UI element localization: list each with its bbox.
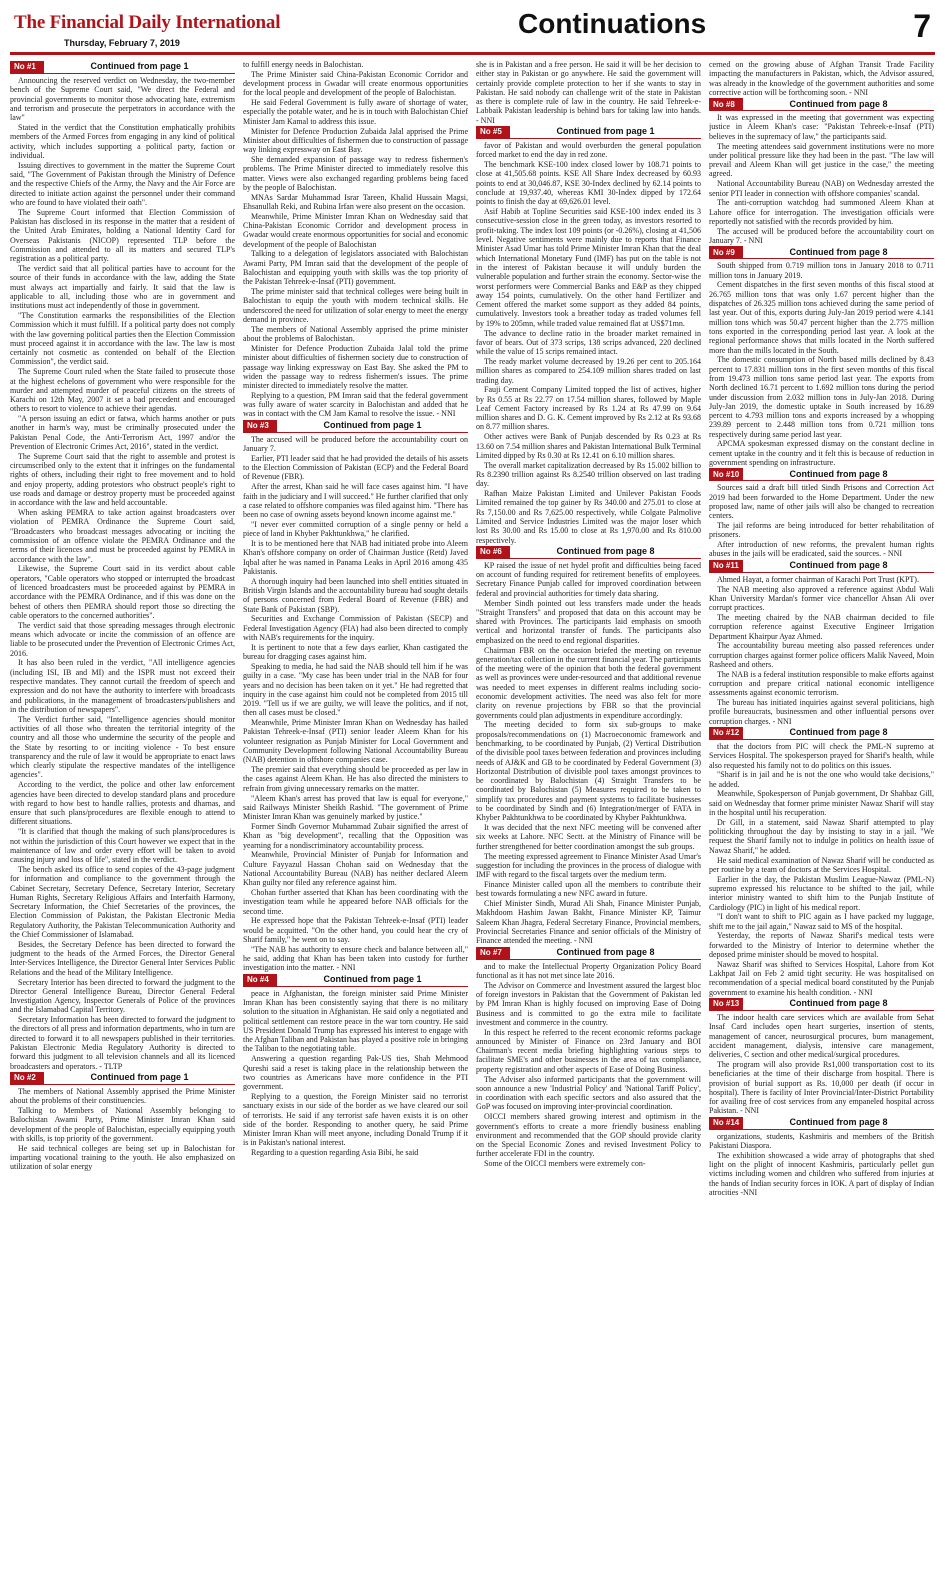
column-2 (243, 60, 468, 1570)
story-header (709, 468, 934, 481)
story-paragraph: The meeting expressed agreement to Finance Minister Asad Umar's suggestion for including the provinces in the process of dialogue with IMF with regard to the fiscal targets over the medium term. (476, 851, 701, 880)
story-paragraph: Ahmed Hayat, a former chairman of Karachi Port Trust (KPT). (717, 574, 919, 584)
story-paragraph: The overall market capitalization decreased by Rs 15.002 billion to Rs 8.2390 trillion against Rs 8.2540 trillion observed on last trading day. (476, 460, 701, 489)
story-header (709, 998, 934, 1011)
story-paragraph: favor of Pakistan and would overburden the general population forced market to end the day in red zone. (476, 141, 701, 160)
story-paragraph: Fauji Cement Company Limited topped the list of actives, higher by Rs 0.55 at Rs 22.77 on 17.54 million shares, followed by Maple Leaf Cement Factory increased by Rs 1.24 at Rs 47.99 on 9.64 million shares and D. G. K. Cement improved by Rs 2.12 at Rs 93.68 on 8.77 million shares. (476, 385, 701, 432)
column-3 (476, 60, 701, 1570)
header-rule (10, 52, 935, 55)
story (243, 60, 468, 419)
story-paragraph: The NAB meeting also approved a reference against Abdul Wali Khan University Mardan's former vice chancellor Ahsan Ali over corrupt practices. (709, 584, 934, 613)
story-paragraph: Talking to Members of National Assembly belonging to Balochistan Awami Party, Prime Minister Imran Khan said development of the people of Balochistan, especially equipping youth with skills, is top priority of the government. (10, 1106, 235, 1143)
story-paragraph: Meanwhile, Prime Minister Imran Khan on Wednesday said that China-Pakistan Economic Corridor and development process in Gwadar would create enormous opportunities for social and economic development of the people of Balochistan (243, 211, 468, 249)
story-paragraph: The indoor health care services which are available from Sehat Insaf Card includes open heart surgeries, insertion of stents, management of cancer, neurosurgical procures, burn management, accident management, dialysis, intensive care management, deliveries, C section and other medical/surgical procedures. (709, 1013, 934, 1060)
continued-from-label: Continued from page 1 (90, 61, 189, 72)
continued-from-label: Continued from page 1 (556, 126, 655, 137)
story-header (709, 246, 934, 259)
story-paragraph: Meanwhile, Spokesperson of Punjab government, Dr Shahbaz Gill, said on Wednesday that former prime minister Nawaz Sharif will stay in the hospital until his recuperation. (709, 789, 934, 818)
story-paragraph: The domestic consumption of North based mills declined by 8.43 percent to 17.831 million tons in the first seven months of this fiscal from 19.473 million tons same period last year. The exports from North declined 16.71 percent to 1.692 million tons during the period under discussion from 2.032 million tons in July-Jan 2018. During July-Jan 2019, the domestic uptake in South increased by 16.89 percent to 4.793 million tons and exports increased by a whopping 239.89 percent to 2.448 million tons from 0.721 million tons respectively during same period last year. (709, 355, 934, 439)
story-paragraph: It has also been ruled in the verdict, "All intelligence agencies (including ISI, IB and MI) and the ISPR must not exceed their respective mandates. They cannot curtail the freedom of speech and expression and do not have the authority to interfere with broadcasts and publications, in the management of broadcasters/publishers and in the distribution of newspapers". (10, 658, 235, 714)
continued-from-label: Continued from page 8 (789, 560, 888, 571)
story-paragraph: The bench asked its office to send copies of the 43-page judgment for information and compliance to the government through the Cabinet Secretary, Secretary Defence, Secretary Interior, Secretary Human Rights, Secretary Religious Affairs and Interfaith Harmony, Secretary Information, the Chief Secretaries of the provinces, the Election Commission of Pakistan, the Pakistan Electronic Media Regulatory Authority, the Pakistan Telecommunication Authority and the Chief Commissioner of Islamabad. (10, 864, 235, 940)
story (476, 546, 701, 946)
story (243, 974, 468, 1158)
page-number: 7 (913, 8, 931, 44)
story (476, 60, 701, 125)
story-paragraph: Replying to a question, the Foreign Minister said no terrorist sanctuary exists in our side of the border as we have cleared our soil of terrorists. He said if any terrorist safe haven exists it is on other side of the border. Responding to another query, he said Prime Minister Imran Khan will meet anyone, including Donald Trump if it is in Pakistan's national interest. (243, 1091, 468, 1148)
story-paragraph: The benchmark KSE-100 index closed lower by 108.71 points to close at 41,505.68 points. KSE All Share Index decreased by 60.93 points to end at 30,046.87, KSE 30-Index declined by 62.14 points to conclude at 19,937.40, whereas KMI 30-Index dipped by 172.64 points to finish the day at 69,626.01 level. (476, 160, 701, 207)
story-paragraph: Member Sindh pointed out less transfers made under the heads "Straight Transfers" and proposed that data on this account may be shared with Provinces. The participants laid emphasis on smooth vertical and horizontal transfer of funds. The participants also emphasized on the need to end regional disparities. (476, 598, 701, 645)
story-paragraph: The ready market volume decreased by 19.26 per cent to 205.164 million shares as compared to 254.109 million shares traded on last trading day. (476, 356, 701, 385)
story-paragraph: "A person issuing an edict or fatwa, which harms another or puts another in harm's way, must be criminally prosecuted under the Pakistan Penal Code, the Anti-Terrorism Act, 1997 and/or the Prevention of Electronic Crimes Act, 2016", stated in the verdict. (10, 414, 235, 452)
story-paragraph: He said Federal Government is fully aware of shortage of water, especially the potable water, and he is in touch with Balochistan Chief Minister Jam Kamal to address this issue. (243, 98, 468, 126)
story-paragraph: peace in Afghanistan, the foreign minister said Prime Minister Imran Khan has been consistently saying that there is no military solution to the situation in Afghanistan. He said only a negotiated and political settlement can restore peace in the war torn country. He said US President Donald Trump has expressed his interest to engage with the Afghan Taliban and Pakistan has played a positive role in bringing the Taliban to the negotiating table. (243, 988, 468, 1054)
story-paragraph: National Accountability Bureau (NAB) on Wednesday arrested the senior PTI leader in connection with offshore companies' scandal. (709, 179, 934, 198)
story-number-badge: No #11 (709, 560, 743, 572)
story-paragraph: She demanded expansion of passage way to redress fishermen's problems. The Prime Minister directed to immediately resolve this matter. Views were also exchanged regarding problems being faced by the people of Balochistan. (243, 154, 468, 192)
story-paragraph: The bureau has initiated inquiries against several politicians, high profile bureaucrats, businessmen and other influential persons over corruption charges. - NNI (709, 698, 934, 726)
story-paragraph: "It is clarified that though the making of such plans/procedures is not within the jurisdiction of this Court however we expect that in the maintenance of law and order every effort will be taken to avoid causing injury and loss of life", stated in the verdict. (10, 827, 235, 865)
story-paragraph: The advance to decline ratio in the broader market remained in favor of bears. Out of 373 scrips, 138 scrips advanced, 220 declined while the value of 15 scrips remained intact. (476, 328, 701, 357)
story-paragraph: KP raised the issue of net hydel profit and difficulties being faced on account of funding required for retirement benefits of employees. Secretary Finance Punjab called for improved coordination between federal and provincial authorities for timely data sharing. (476, 560, 701, 598)
story-paragraph: South shipped from 0.719 million tons in January 2018 to 0.711 million tons in January 2019. (709, 261, 934, 280)
story-paragraph: The accused will be produced before the accountability court on January 7. (243, 434, 468, 454)
story (709, 246, 934, 467)
story-paragraph: According to the verdict, the police and other law enforcement agencies have been directed to develop standard plans and procedure with regard to how best to handle rallies, protests and dharnas, and ensure that such plans/procedures are flexible enough to attend to different situations. (10, 780, 235, 827)
story-paragraph: Earlier, PTI leader said that he had provided the details of his assets to the Election Commission of Pakistan (ECP) and the Federal Board of Revenue (FBR). (243, 453, 468, 482)
story-paragraph: Answering a question regarding Pak-US ties, Shah Mehmood Qureshi said a reset is taking place in the relationship between the two countries as Americans have more confidence in the PTI government. (243, 1054, 468, 1092)
story-number-badge: No #14 (709, 1117, 743, 1129)
story-paragraph: "The NAB has authority to ensure check and balance between all," he said, adding that Khan has been taken into custody for further investigation into the matter. - NNI (243, 944, 468, 973)
story-number-badge: No #4 (243, 974, 277, 986)
story-paragraph: The accused will be produced before the accountability court on January 7. - NNI (709, 226, 934, 246)
story-paragraph: He expressed hope that the Pakistan Tehreek-e-Insaf (PTI) leader would be acquitted. "On the other hand, you could hear the cry of Sharif family," he went on to say. (243, 916, 468, 945)
story (709, 998, 934, 1116)
story-number-badge: No #7 (476, 947, 510, 959)
story-paragraph: The members of National Assembly apprised the prime minister about the problems of Balochistan. (243, 324, 468, 344)
continued-from-label: Continued from page 8 (556, 946, 655, 957)
story-number-badge: No #9 (709, 246, 743, 258)
story (709, 1117, 934, 1198)
story-number-badge: No #1 (10, 61, 44, 73)
story-paragraph: The members of National Assembly apprised the Prime Minister about the problems of their constituencies. (10, 1086, 235, 1106)
story-paragraph: APCMA spokesman expressed dismay on the constant decline in cement uptake in the country and it felt this is because of reduction in government spending on infrastructure. (709, 439, 934, 468)
story-paragraph: It was decided that the next NFC meeting will be convened after six weeks at Lahore. NFC Sectt. at the Ministry of Finance will be further strengthened for better coordination amongst the sub groups. (476, 823, 701, 851)
story-paragraph: Yesterday, the reports of Nawaz Sharif's medical tests were forwarded to the Ministry of Interior to determine whether the deposed prime minister should be moved to hospital. (709, 931, 934, 960)
story-header (243, 420, 468, 433)
story (10, 1072, 235, 1172)
story-paragraph: The premier said that everything should be proceeded as per law in the cases against Aleem Khan. He has also directed the ministers to refrain from giving unnecessary remarks on the matter. (243, 765, 468, 793)
page-columns (10, 60, 935, 1570)
story-paragraph: A thorough inquiry had been launched into shell entities situated in British Virgin Islands and the accountability bureau had sought details of persons concerned from Federal Board of Revenue (FBR) and State Bank of Pakistan (SBP). (243, 576, 468, 614)
story-paragraph: Besides, the Secretary Defence has been directed to forward the judgment to the heads of the Armed Forces, the Director General Inter-Services Intelligence, the Director General Inter Services Public Relations and the head of the Military Intelligence. (10, 939, 235, 977)
story-paragraph: The meeting attendees said government institutions were no more under political pressure like they had been in the past. "The law will prevail and Aleem Khan will get justice in the case," the meeting agreed. (709, 141, 934, 179)
continued-from-label: Continued from page 8 (789, 1117, 888, 1128)
story-paragraph: The meeting chaired by the NAB chairman decided to file corruption reference against Executive Engineer Irrigation Department Khairpur Ayaz Ahmed. (709, 612, 934, 641)
story-paragraph: After the arrest, Khan said he will face cases against him. "I have faith in the judiciary and I will succeed." He further clarified that only a case related to offshore companies was filed against him. "There has been no case of owning assets beyond known income against me." (243, 482, 468, 520)
story-paragraph: The meeting decided to form six sub-groups to make proposals/recommendations on (1) Macroeconomic framework and benchmarking, to be coordinated by Punjab, (2) Vertical Distribution of the divisible pool taxes between federation and provinces including needs of AJ&K and GB to be coordinated by Federal Government (3) Horizontal Distribution of divisible pool taxes amongst provinces to be coordinated by Balochistan (4) Straight Transfers to be coordinated by Balochistan (5) Measures required to be taken to simplify tax procedures and payment systems to facilitate businesses to be coordinated by Sindh and (6) Integration/merger of FATA in Khyber Pakhtunkhwa to be coordinated by Khyber Pakhtunkhwa. (476, 720, 701, 823)
story-paragraph: The Supreme Court informed that Election Commission of Pakistan has disclosed in its response in the matter that a resident of the United Arab Emirates, holding a National Identity Card for Overseas Pakistanis (NICOP) represented TLP before the Commission and attended to all its matters and secured TLP's registration as a political party. (10, 207, 235, 264)
story-header (709, 560, 934, 573)
story-header (709, 727, 934, 740)
story-paragraph: Finance Minister called upon all the members to contribute their best towards formulating a new NFC award in future. (476, 879, 701, 899)
story-number-badge: No #3 (243, 420, 277, 432)
story-header (10, 61, 235, 74)
column-1 (10, 60, 235, 1570)
story (476, 126, 701, 545)
story-paragraph: Likewise, the Supreme Court said in its verdict about cable operators, "Cable operators who stopped or interrupted the broadcast of licenced broadcasters must be proceeded against by PEMRA in accordance with the PEMRA Ordinance, and if this was done on the behest of others then PEMRA should report those so directing the cable operators to the concerned authorities". (10, 564, 235, 620)
story-paragraph: organizations, students, Kashmiris and members of the British Pakistani Diaspora. (709, 1131, 934, 1151)
story-paragraph: He said medical examination of Nawaz Sharif will be conducted as per routine by a team of doctors at the Services Hospital. (709, 855, 934, 874)
story-paragraph: It was expressed in the meeting that government was expecting justice in Aleem Khan's case: "Pakistan Tehreek-e-Insaf (PTI) believes in the supremacy of law," the participants said. (709, 113, 934, 141)
story-paragraph: Secretary Information has been directed to forward the judgment to the directors of all press and information departments, who in turn are directed to forward it to all newspapers published in their territories. Pakistan Electronic Media Regulatory Authority is directed to forward this judgment to all television channels and all its licenced broadcasters and operators. - TLTP (10, 1015, 235, 1071)
story-paragraph: After introduction of new reforms, the prevalent human rights abuses in the jails will be eradicated, said the sources. - NNI (709, 540, 934, 559)
section-title: Continuations (518, 8, 707, 39)
continued-from-label: Continued from page 8 (789, 246, 888, 257)
story-header (10, 1072, 235, 1085)
story-paragraph: The verdict said that those spreading messages through electronic means which advocate or incite the commission of an offence are liable to be prosecuted under the Prevention of Electronic Crimes Act, 2016. (10, 620, 235, 658)
story-paragraph: The verdict said that all political parties have to account for the source of their funds in accordance with the law, adding the State must always act impartially and fairly. It said that the law is applicable to all, including those who are in government and institutions must act independently of those in government. (10, 263, 235, 311)
story-paragraph: Former Sindh Governor Muhammad Zubair signified the arrest of Khan as "big development", recalling that the Opposition was yearning for a nondiscriminatory accountability process. (243, 821, 468, 850)
story-paragraph: cerned on the growing abuse of Afghan Transit Trade Facility impacting the manufacturers in Pakistan, which, the Advisor assured, was already in the knowledge of the government authorities and some corrective action will be forthcoming soon. - NNI (709, 60, 934, 97)
story-number-badge: No #12 (709, 727, 743, 739)
story-number-badge: No #5 (476, 126, 510, 138)
story-paragraph: Replying to a question, PM Imran said that the federal government was fully aware of water scarcity in Balochistan and added that he was in contact with the CM Jam Kamal to resolve the issue. - NNI (243, 390, 468, 419)
story-paragraph: The accountability bureau meeting also passed references under corruption charges against former police officers Malik Naveed, Moin Rasheed and others. (709, 641, 934, 669)
story-paragraph: Sources said a draft bill titled Sindh Prisons and Correction Act 2019 had been forwarded to the Home Department. Under the new proposed law, name of other jails will also be changed to recreation centers. (709, 483, 934, 521)
story-paragraph: Asif Habib at Topline Securities said KSE-100 index ended its 3 consecutive-session close in the green today, as investors resorted to profit-taking. The index lost 109 points (or -0.26%), closing at 41,506 level. Negative sentiments were mainly due to reports that Finance Minister Asad Umar has told Prime Minister Imran Khan that the deal which International Monetary Fund (IMF) has put on the table is not in the interest of Pakistan because it will unduly burden the vulnerable population and further strain the economy. Sector-wise the worst performers were Commercial Banks and E&P as they chipped away 154 points, cumulatively. On the other hand Fertilizer and Cement offered the market some support as they added 84 points, cumulatively. Investors took a breather today as traded volumes fell by 19% to 205mn, while traded value remained flat at US$71mn. (476, 207, 701, 328)
story-paragraph: "I never ever committed corruption of a single penny or held a piece of land in Khyber Pakhtunkhwa," he clarified. (243, 519, 468, 539)
continued-from-label: Continued from page 1 (90, 1072, 189, 1083)
continued-from-label: Continued from page 8 (789, 998, 888, 1009)
story-paragraph: Nawaz Sharif was shifted to Services Hospital, Lahore from Kot Lakhpat Jail on Feb 2 amid tight security. He was hospitalised on recommendation of a special medical board constituted by the Punjab government to examine his health condition. - NNI (709, 959, 934, 997)
story-paragraph: Chief Minister Sindh, Murad Ali Shah, Finance Minister Punjab, Makhdoom Hashim Jawan Bakht, Finance Minister KP, Taimur Saleem Khan Jhagra, Federal Secretary Finance, Provincial members, Provincial Secretaries Finance and senior officials of the Ministry of Finance attended the meeting. - NNI (476, 899, 701, 946)
story-paragraph: Dr Gill, in a statement, said Nawaz Sharif attempted to play politicking throughout the day by insisting to stay in a jail. "We request the Sharif family not to indulge in politics on health issue of Nawaz Sharif," he added. (709, 817, 934, 855)
story-paragraph: Speaking to media, he had said the NAB should tell him if he was guilty in a case. "My case has been under trial in the NAB for four years and no decision has been taken on it yet." He had regretted that inquiry in the case against him could not be completed from 2015 till 2019. "Tell us if we are guilty, we will leave the politics, and if not, then all cases must be closed." (243, 661, 468, 718)
story (709, 98, 934, 245)
story-header (243, 974, 468, 987)
story-paragraph: Talking to a delegation of legislators associated with Balochistan Awami Party, PM Imran said that the development of the people of Balochistan and equipping youth with skills was the top priority of the Pakistan Tehreek-e-Insaf (PTI) government. (243, 249, 468, 287)
story-header (709, 1117, 934, 1130)
story-paragraph: The Supreme Court said that the right to assemble and protest is circumscribed only to the extent that it infringes on the fundamental rights of others, including their right to free movement and to hold and enjoy property, adding protestors who obstruct people's right to use roads and damage or destroy property must be proceeded against in accordance with the law and held accountable. (10, 451, 235, 508)
story (709, 560, 934, 726)
story-paragraph: she is in Pakistan and a free person. He said it will be her decision to either stay in Pakistan or go anywhere. He said the government will certainly provide complete protection to her if she wants to stay in Pakistan. He said nobody can challenge writ of the state in Pakistan as there is complete rule of law in the country. He said Tehreek-e-Labbaik Pakistan leadership is behind bars for taking law into hands. - NNI (476, 60, 701, 125)
story-paragraph: Rafhan Maize Pakistan Limited and Unilever Pakistan Foods Limited remained the top gainer by Rs 340.00 and 275.01 to close at Rs 7,150.00 and Rs 7,625.00 respectively, while Colgate Palmolive Limited and Service Industries Limited was the major loser which lost Rs 30.00 and Rs 15.00 to close at Rs 1,970.00 and Rs 810.00 respectively. (476, 489, 701, 545)
story-paragraph: Announcing the reserved verdict on Wednesday, the two-member bench of the Supreme Court said, "We direct the Federal and provincial governments to monitor those advocating hate, extremism and terrorism and prosecute the perpetrators in accordance with the law" (10, 76, 235, 123)
story-number-badge: No #8 (709, 98, 743, 110)
story-paragraph: The Supreme Court ruled when the State failed to prosecute those at the highest echelons of government who were responsible for the murder and attempted murder of peaceful citizens on the streets of Karachi on 12th May, 2007 it set a bad precedent and encouraged others to resort to violence to achieve their agendas. (10, 367, 235, 414)
story-header (476, 947, 701, 960)
story-paragraph: OICCI members shared growing interest and optimism in the government's efforts to create a more friendly business enabling environment and recommended that the GOP should provide clarity on the Special Economic Zones and revised Investment Policy to further accelerate FDI in the country. (476, 1112, 701, 1159)
story-paragraph: Stated in the verdict that the Constitution emphatically prohibits members of the Armed Forces from engaging in any kind of political activity, which includes supporting a political party, faction or individual. (10, 122, 235, 160)
story-paragraph: to fulfill energy needs in Balochistan. (243, 60, 364, 69)
masthead (10, 6, 935, 54)
story-paragraph: The Prime Minister said China-Pakistan Economic Corridor and development process in Gwadar will create enormous opportunities for the local people and development of the people of Balochistan. (243, 69, 468, 98)
story-paragraph: It is to be mentioned here that NAB had initiated probe into Aleem Khan's offshore company on order of Chairman Justice (Retd) Javed Iqbal after he was named in Panama Leaks in April 2016 among 435 Pakistanis. (243, 539, 468, 576)
continued-from-label: Continued from page 8 (789, 727, 888, 738)
column-4 (709, 60, 934, 1570)
story-paragraph: Minister for Defence Production Zubaida Jalal told the prime minister about difficulties of fishermen society due to construction of passage way linking expressway on East Bay. She asked the PM to widen the passage way to redress fishermen's issues. The prime minister directed to immediately resolve the matter. (243, 343, 468, 391)
continued-from-label: Continued from page 8 (789, 98, 888, 109)
story-paragraph: Meanwhile, Provincial Minister of Punjab for Information and Culture Fayyazul Hassan Chohan said on Wednesday that the National Accountability Bureau (NAB) has neither declared Aleem Khan guilty nor filed any reference against him. (243, 850, 468, 888)
story (709, 727, 934, 997)
story-paragraph: Other actives were Bank of Punjab descended by Rs 0.23 at Rs 13.60 on 7.54 million shares and Pakistan International Bulk Terminal Limited dipped by Rs 0.30 at Rs 12.41 on 6.10 million shares. (476, 432, 701, 460)
story-paragraph: The Advisor on Commerce and Investment assured the largest bloc of foreign investors in Pakistan that the Government of Pakistan led by PM Imran Khan is highly focused on improving Ease of Doing Business and is committed to go the extra mile to facilitate investment and commerce in the country. (476, 980, 701, 1027)
continued-from-label: Continued from page 1 (323, 974, 422, 985)
story-paragraph: MNAs Sardar Muhammad Israr Tareen, Khalid Hussain Magsi, Ehsanullah Reki, and Rubina Irfan were also present on the occasion. (243, 192, 468, 211)
story-paragraph: Secretary Interior has been directed to forward the judgment to the Director General Intelligence Bureau, Director General Federal Investigation Agency, Inspector Generals of Police of the provinces and the Islamabad Capital Territory. (10, 977, 235, 1015)
story-paragraph: Minister for Defence Production Zubaida Jalal apprised the Prime Minister about difficulties of fishermen due to construction of passage way linking expressway on East Bay. (243, 126, 468, 155)
story-header (709, 98, 934, 111)
story-paragraph: and to make the Intellectual Property Organization Policy Board functional as it has not met since late 2016. (476, 961, 701, 980)
story (709, 60, 934, 97)
story-paragraph: Earlier in the day, the Pakistan Muslim League-Nawaz (PML-N) supremo expressed his reluctance to be shifted to the jail, while interior ministry wanted to shift him to the Punjab Institute of Cardiology (PIC) in light of his medical report. (709, 874, 934, 912)
story-number-badge: No #10 (709, 468, 743, 480)
story-paragraph: Chairman FBR on the occasion briefed the meeting on revenue generation/tax collection in the current financial year. The participants of the meeting were of the opinion that both the federal government as well as provinces were under-resourced and that additional revenue was needed to meet expenses in different realms including socio-economic development activities. The need was also felt for more clarity on revenue projections by FBR so that the provincial governments could plan adjustments in expenditure accordingly. (476, 645, 701, 720)
story-paragraph: Regarding to a question regarding Asia Bibi, he said (251, 1148, 419, 1158)
story-paragraph: "I don't want to shift to PIC again as I have packed my luggage, shift me to the jail again," Nawaz said to MS of the hospital. (709, 912, 934, 931)
story-paragraph: When asking PEMRA to take action against broadcasters over violation of PEMRA Ordinance the Supreme Court said, "Broadcasters who broadcast messages advocating or inciting the commission of an offence violate the PEMRA Ordinance and the terms of their licences and must be proceeded against by PEMRA in accordance with the law". (10, 508, 235, 564)
story-paragraph: Cement dispatches in the first seven months of this fiscal stood at 26.765 million tons that was only 1.67 percent higher than the dispatches of 26.325 million tons achieved during the same period of last year. Out of this, exports during July-Jan 2019 period were 4.141 million tons which was 50.47 percent higher than the 2.775 million tons exported in the corresponding period last year. A look at the regional performance shows that mills located in the North suffered more than the mills located in the South. (709, 280, 934, 355)
continued-from-label: Continued from page 8 (789, 468, 888, 479)
story-header (476, 546, 701, 559)
continued-from-label: Continued from page 1 (323, 420, 422, 431)
story-paragraph: that the doctors from PIC will check the PML-N supremo at Services Hospital. The spokesperson prayed for Sharif's health, while also requested his family not to do politics on this issues. (709, 742, 934, 770)
story-paragraph: The jail reforms are being introduced for better rehabilitation of prisoners. (709, 521, 934, 540)
issue-date: Thursday, February 7, 2019 (64, 38, 180, 48)
story-number-badge: No #6 (476, 546, 510, 558)
story (476, 947, 701, 1169)
story-paragraph: The program will also provide Rs1,000 transportation cost to its beneficiaries at the time of their discharge from hospital. There is provision of burial support as Rs. 10,000 per death (if occur in hospital). There is facility of Inter Provincial/Inter-District Portability for availing free of cost services from any empaneled hospital across Pakistan. - NNI (709, 1060, 934, 1116)
story-paragraph: Some of the OICCI members were extremely con- (484, 1159, 646, 1169)
story-paragraph: The NAB is a federal institution responsible to make efforts against corruption and prepare critical national economic intelligence assessments against economic terrorism. (709, 669, 934, 698)
story-paragraph: The prime minister said that technical colleges were being built in Balochistan to equip the youth with modern technical skills. He underscored the need for utilization of solar energy to meet the energy demand in province. (243, 287, 468, 325)
story-header (476, 126, 701, 139)
story-number-badge: No #13 (709, 998, 743, 1010)
story-paragraph: He said technical colleges are being set up in Balochistan for imparting vocational training to the youth. He also emphasized on utilization of solar energy (10, 1143, 235, 1172)
story-paragraph: It is pertinent to note that a few days earlier, Khan castigated the bureau for dragging cases against him. (243, 642, 468, 662)
story-paragraph: The Adviser also informed participants that the government will soon announce a new 'Industrial Policy' and 'National Tariff Policy', in coordination with each specific sectors and also assured that the GoP was focused on improving inter-provincial coordination. (476, 1074, 701, 1112)
story-paragraph: Meanwhile, Prime Minister Imran Khan on Wednesday has hailed Pakistan Tehreek-e-Insaf (PTI) senior leader Aleem Khan for his volunteer resignation as Punjab Minister for Local Government and Community Development following National Accountability Bureau (NAB) detention in offshore companies case. (243, 718, 468, 765)
story-paragraph: Issuing directives to government in the matter the Supreme Court said, "The Government of Pakistan through the Ministry of Defence and the respective Chiefs of the Army, the Navy and the Air Force are directed to initiate action against the personnel under their command who are found to have violated their oath". (10, 160, 235, 207)
continued-from-label: Continued from page 8 (556, 546, 655, 557)
story-paragraph: Chohan further asserted that Khan has been coordinating with the investigation team while he appeared before NAB officials for the second time. (243, 888, 468, 916)
story-paragraph: "Aleem Khan's arrest has proved that law is equal for everyone," said Railways Minister Sheikh Rashid. "The government of Prime Minister Imran Khan was genuinely marked by justice." (243, 793, 468, 822)
story-paragraph: "The Constitution earmarks the responsibilities of the Election Commission which it must fulfill. If a political party does not comply with the law governing political parties then the Election Commission must proceed against it in accordance with the law. The law is most certainly not cosmetic as contended on behalf of the Election Commission", the verdict said. (10, 310, 235, 367)
story-number-badge: No #2 (10, 1072, 44, 1084)
story (709, 468, 934, 558)
story (10, 61, 235, 1071)
story-paragraph: The Verdict further said, "Intelligence agencies should monitor activities of all those who threaten the territorial integrity of the country and all those who undermine the security of the people and the State by resorting to or inciting violence - To best ensure transparency and the rule of law it would be appropriate to enact laws which clearly stipulate the respective mandates of the intelligence agencies". (10, 714, 235, 780)
story-paragraph: In this respect he referred to the recent economic reforms package announced by Minister of Finance on 23rd January and BOI Chairman's recent media briefing highlighting various steps to facilitate SME's and other businesses in the area of tax compliance, property registration and other aspects of Ease of Doing Business. (476, 1027, 701, 1074)
story (243, 420, 468, 973)
story-paragraph: Securities and Exchange Commission of Pakistan (SECP) and Federal Investigation Agency (FIA) had also been directed to comply with NAB's requirements for the inquiry. (243, 614, 468, 643)
story-paragraph: "Sharif is in jail and he is not the one who would take decisions," he added. (709, 770, 934, 789)
story-paragraph: The anti-corruption watchdog had summoned Aleem Khan at Lahore office for interrogation. The investigation officials were reportedly not satisfied with the records provided by him. (709, 198, 934, 226)
newspaper-name: The Financial Daily International (14, 12, 281, 33)
story-paragraph: The exhibition showcased a wide array of photographs that shed light on the plight of innocent Kashmiris, particularly pellet gun victims including women and children who suffered from injuries at the hands of Indian security forces in IOK. A part of display of Indian atrocities -NNI (709, 1150, 934, 1198)
